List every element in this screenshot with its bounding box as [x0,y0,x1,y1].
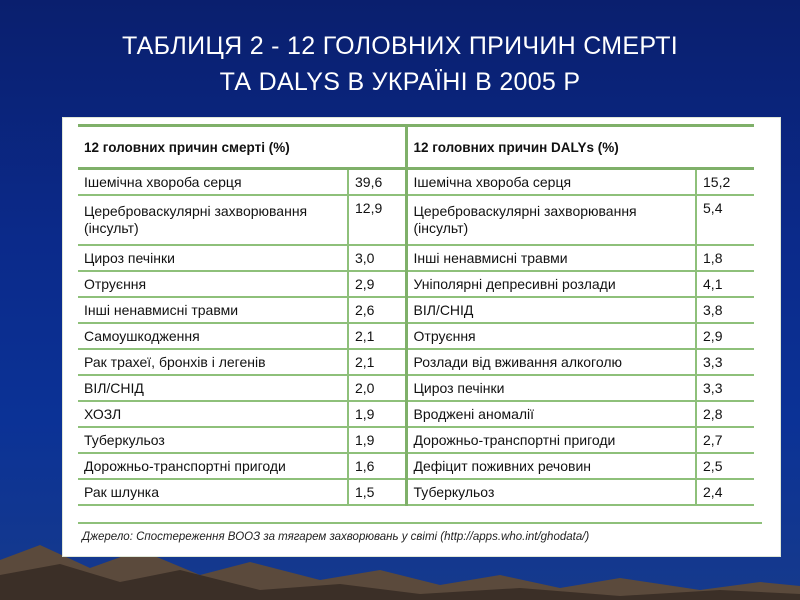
death-value-cell: 2,1 [348,323,406,349]
death-value-cell: 2,1 [348,349,406,375]
daly-value-cell: 5,4 [696,195,754,245]
death-cause-cell: Отруєння [78,271,348,297]
death-value-cell: 2,6 [348,297,406,323]
daly-cause-cell: Уніполярні депресивні розлади [406,271,696,297]
daly-cause-cell: Інші ненавмисні травми [406,245,696,271]
slide-title [0,28,800,100]
death-cause-cell: Самоушкодження [78,323,348,349]
death-value-cell: 1,5 [348,479,406,505]
death-cause-cell: Ішемічна хвороба серця [78,169,348,196]
daly-cause-cell: Отруєння [406,323,696,349]
slide-title-line-1: ТАБЛИЦЯ 2 - 12 ГОЛОВНИХ ПРИЧИН СМЕРТІ [121,32,679,60]
header-deaths: 12 головних причин смерті (%) [78,126,406,169]
table-row [78,169,754,196]
table-row [78,427,754,453]
death-value-cell: 12,9 [348,195,406,245]
daly-cause-cell: Дорожньо-транспортні пригоди [406,427,696,453]
table-row [78,479,754,505]
death-value-cell: 3,0 [348,245,406,271]
daly-value-cell: 4,1 [696,271,754,297]
daly-value-cell: 2,8 [696,401,754,427]
death-value-cell: 1,6 [348,453,406,479]
death-value-cell: 2,0 [348,375,406,401]
daly-value-cell: 15,2 [696,169,754,196]
daly-value-cell: 2,7 [696,427,754,453]
table-row [78,271,754,297]
daly-value-cell: 3,3 [696,349,754,375]
table-row [78,375,754,401]
daly-cause-cell: Цереброваскулярні захворювання (інсульт) [406,195,696,245]
death-cause-cell: ВІЛ/СНІД [78,375,348,401]
daly-cause-cell: ВІЛ/СНІД [406,297,696,323]
table-row [78,323,754,349]
daly-value-cell: 2,4 [696,479,754,505]
table-row [78,453,754,479]
death-cause-cell: ХОЗЛ [78,401,348,427]
death-cause-cell: Цереброваскулярні захворювання (інсульт) [78,195,348,245]
death-value-cell: 1,9 [348,427,406,453]
death-cause-cell: Інші ненавмисні травми [78,297,348,323]
daly-cause-cell: Туберкульоз [406,479,696,505]
table-header-row [78,126,754,169]
death-cause-cell: Рак шлунка [78,479,348,505]
death-value-cell: 1,9 [348,401,406,427]
table-row [78,297,754,323]
table-row [78,195,754,245]
slide-title-line-2: ТА DALYS В УКРАЇНІ В 2005 Р [219,68,581,96]
death-value-cell: 2,9 [348,271,406,297]
table-row [78,349,754,375]
daly-cause-cell: Розлади від вживання алкоголю [406,349,696,375]
source-note: Джерело: Спостереження ВООЗ за тягарем захворювань у світі (http://apps.who.int/ghodata/) [78,522,762,543]
causes-table [78,124,754,506]
death-cause-cell: Цироз печінки [78,245,348,271]
daly-cause-cell: Дефіцит поживних речовин [406,453,696,479]
daly-value-cell: 3,8 [696,297,754,323]
daly-value-cell: 1,8 [696,245,754,271]
daly-value-cell: 2,5 [696,453,754,479]
header-dalys: 12 головних причин DALYs (%) [406,126,754,169]
death-cause-cell: Рак трахеї, бронхів і легенів [78,349,348,375]
daly-cause-cell: Цироз печінки [406,375,696,401]
death-value-cell: 39,6 [348,169,406,196]
table-panel [63,118,780,556]
death-cause-cell: Туберкульоз [78,427,348,453]
daly-cause-cell: Ішемічна хвороба серця [406,169,696,196]
daly-value-cell: 3,3 [696,375,754,401]
death-cause-cell: Дорожньо-транспортні пригоди [78,453,348,479]
daly-value-cell: 2,9 [696,323,754,349]
daly-cause-cell: Вроджені аномалії [406,401,696,427]
table-row [78,401,754,427]
table-row [78,245,754,271]
